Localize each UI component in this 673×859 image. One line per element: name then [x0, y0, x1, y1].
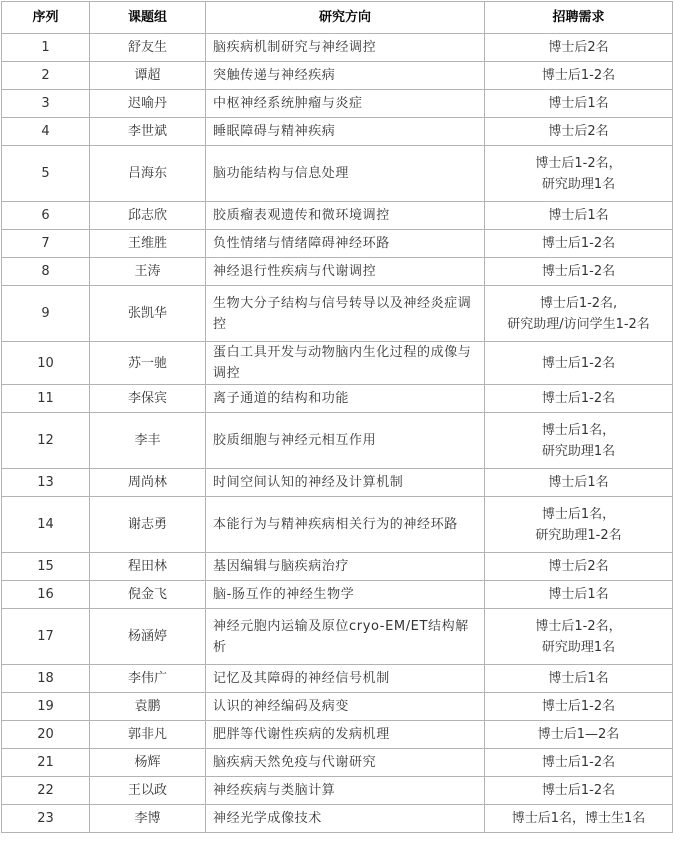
cell-direction: 胶质瘤表观遗传和微环境调控: [206, 202, 485, 230]
cell-group: 王涛: [90, 258, 206, 286]
cell-group: 李博: [90, 805, 206, 833]
cell-direction: 神经疾病与类脑计算: [206, 777, 485, 805]
cell-group: 谭超: [90, 62, 206, 90]
cell-requirement: [485, 777, 673, 805]
cell-group: 周尚林: [90, 469, 206, 497]
requirement-line: 研究助理/访问学生1-2名: [507, 316, 650, 332]
cell-direction: 记忆及其障碍的神经信号机制: [206, 665, 485, 693]
cell-group: 李保宾: [90, 385, 206, 413]
cell-requirement: [485, 230, 673, 258]
table-row: [2, 385, 673, 413]
cell-requirement: [485, 693, 673, 721]
cell-direction: 脑疾病机制研究与神经调控: [206, 34, 485, 62]
cell-requirement: [485, 90, 673, 118]
table-row: [2, 609, 673, 665]
cell-index: 17: [2, 609, 90, 665]
cell-direction: 认识的神经编码及病变: [206, 693, 485, 721]
cell-index: 15: [2, 553, 90, 581]
cell-direction: 肥胖等代谢性疾病的发病机理: [206, 721, 485, 749]
table-row: [2, 258, 673, 286]
requirement-line: 博士后1-2名: [541, 783, 616, 798]
table-row: [2, 581, 673, 609]
cell-index: 4: [2, 118, 90, 146]
cell-direction: 神经退行性疾病与代谢调控: [206, 258, 485, 286]
cell-index: 2: [2, 62, 90, 90]
cell-direction: 神经光学成像技术: [206, 805, 485, 833]
table-row: [2, 693, 673, 721]
cell-index: 1: [2, 34, 90, 62]
cell-requirement: [485, 146, 673, 202]
requirement-line: 博士后1-2名: [541, 264, 616, 279]
cell-requirement: [485, 286, 673, 342]
cell-direction: 中枢神经系统肿瘤与炎症: [206, 90, 485, 118]
table-header-row: [2, 2, 673, 34]
cell-direction: 生物大分子结构与信号转导以及神经炎症调控: [206, 286, 485, 342]
header-group: 课题组: [90, 2, 206, 34]
requirement-line: 博士后2名: [548, 40, 609, 55]
cell-requirement: [485, 609, 673, 665]
cell-index: 22: [2, 777, 90, 805]
cell-requirement: [485, 749, 673, 777]
table-row: [2, 342, 673, 385]
requirement-line: 博士后1-2名: [541, 236, 616, 251]
cell-index: 7: [2, 230, 90, 258]
table-row: [2, 497, 673, 553]
requirement-line: 博士后1名，: [541, 422, 616, 438]
cell-group: 倪金飞: [90, 581, 206, 609]
cell-group: 杨涵婷: [90, 609, 206, 665]
cell-group: 王以政: [90, 777, 206, 805]
cell-group: 袁鹏: [90, 693, 206, 721]
requirement-line: 博士后1-2名,: [539, 295, 618, 311]
cell-requirement: [485, 413, 673, 469]
cell-direction: 睡眠障碍与精神疾病: [206, 118, 485, 146]
cell-requirement: [485, 34, 673, 62]
table-row: [2, 665, 673, 693]
cell-requirement: [485, 385, 673, 413]
table-row: [2, 146, 673, 202]
cell-group: 迟喻丹: [90, 90, 206, 118]
cell-requirement: [485, 202, 673, 230]
table-row: [2, 805, 673, 833]
requirement-line: 博士后1名: [548, 587, 609, 602]
cell-index: 9: [2, 286, 90, 342]
table-row: [2, 34, 673, 62]
cell-direction: 时间空间认知的神经及计算机制: [206, 469, 485, 497]
cell-requirement: [485, 665, 673, 693]
cell-index: 13: [2, 469, 90, 497]
table-row: [2, 413, 673, 469]
requirement-line: 博士后1名，: [541, 506, 616, 522]
requirement-line: 博士后1-2名: [541, 391, 616, 406]
requirement-line: 博士后2名: [548, 124, 609, 139]
table-row: [2, 553, 673, 581]
table-row: [2, 62, 673, 90]
cell-requirement: [485, 805, 673, 833]
cell-requirement: [485, 118, 673, 146]
table-row: [2, 286, 673, 342]
cell-requirement: [485, 581, 673, 609]
cell-direction: 脑疾病天然免疫与代谢研究: [206, 749, 485, 777]
cell-requirement: [485, 258, 673, 286]
cell-group: 苏一驰: [90, 342, 206, 385]
cell-index: 5: [2, 146, 90, 202]
cell-group: 杨辉: [90, 749, 206, 777]
table-body: [2, 34, 673, 833]
requirement-line: 博士后1-2名，: [535, 155, 622, 171]
requirement-line: 博士后1-2名: [541, 68, 616, 83]
cell-requirement: [485, 721, 673, 749]
cell-index: 19: [2, 693, 90, 721]
cell-index: 12: [2, 413, 90, 469]
requirement-line: 博士后1-2名: [541, 755, 616, 770]
cell-direction: 本能行为与精神疾病相关行为的神经环路: [206, 497, 485, 553]
requirement-line: 博士后2名: [548, 559, 609, 574]
cell-group: 李世斌: [90, 118, 206, 146]
requirement-line: 研究助理1名: [541, 443, 616, 459]
cell-direction: 脑功能结构与信息处理: [206, 146, 485, 202]
requirement-line: 博士后1名，博士生1名: [511, 811, 646, 826]
cell-requirement: [485, 553, 673, 581]
requirement-line: 研究助理1-2名: [535, 527, 622, 543]
header-index: 序列: [2, 2, 90, 34]
cell-group: 谢志勇: [90, 497, 206, 553]
cell-index: 16: [2, 581, 90, 609]
cell-index: 14: [2, 497, 90, 553]
cell-group: 王维胜: [90, 230, 206, 258]
table-row: [2, 777, 673, 805]
requirement-line: 博士后1-2名: [541, 355, 616, 371]
cell-index: 20: [2, 721, 90, 749]
cell-direction: 离子通道的结构和功能: [206, 385, 485, 413]
table-row: [2, 469, 673, 497]
cell-index: 6: [2, 202, 90, 230]
requirement-line: 博士后1名: [548, 671, 609, 686]
table-row: [2, 749, 673, 777]
cell-index: 21: [2, 749, 90, 777]
requirement-line: 博士后1名: [548, 208, 609, 223]
table-row: [2, 90, 673, 118]
cell-direction: 神经元胞内运输及原位cryo-EM/ET结构解析: [206, 609, 485, 665]
requirement-line: 博士后1名: [548, 475, 609, 490]
table-row: [2, 230, 673, 258]
cell-index: 23: [2, 805, 90, 833]
cell-requirement: [485, 342, 673, 385]
recruitment-table: [1, 1, 673, 833]
cell-group: 舒友生: [90, 34, 206, 62]
cell-group: 郭非凡: [90, 721, 206, 749]
cell-group: 李丰: [90, 413, 206, 469]
requirement-line: 博士后1-2名，: [535, 618, 622, 634]
cell-requirement: [485, 469, 673, 497]
cell-direction: 胶质细胞与神经元相互作用: [206, 413, 485, 469]
cell-index: 18: [2, 665, 90, 693]
cell-direction: 突触传递与神经疾病: [206, 62, 485, 90]
cell-index: 8: [2, 258, 90, 286]
cell-group: 李伟广: [90, 665, 206, 693]
cell-direction: 蛋白工具开发与动物脑内生化过程的成像与调控: [206, 342, 485, 385]
table-row: [2, 721, 673, 749]
requirement-line: 博士后1—2名: [537, 727, 620, 742]
table-row: [2, 202, 673, 230]
cell-group: 程田林: [90, 553, 206, 581]
cell-requirement: [485, 62, 673, 90]
cell-direction: 负性情绪与情绪障碍神经环路: [206, 230, 485, 258]
cell-index: 3: [2, 90, 90, 118]
cell-direction: 脑-肠互作的神经生物学: [206, 581, 485, 609]
cell-group: 张凯华: [90, 286, 206, 342]
cell-group: 邱志欣: [90, 202, 206, 230]
cell-group: 吕海东: [90, 146, 206, 202]
cell-requirement: [485, 497, 673, 553]
requirement-line: 博士后1名: [548, 96, 609, 111]
cell-direction: 基因编辑与脑疾病治疗: [206, 553, 485, 581]
requirement-line: 研究助理1名: [541, 176, 616, 192]
header-direction: 研究方向: [206, 2, 485, 34]
table-row: [2, 118, 673, 146]
cell-index: 11: [2, 385, 90, 413]
header-requirement: 招聘需求: [485, 2, 673, 34]
requirement-line: 博士后1-2名: [541, 699, 616, 714]
cell-index: 10: [2, 342, 90, 385]
requirement-line: 研究助理1名: [541, 639, 616, 655]
